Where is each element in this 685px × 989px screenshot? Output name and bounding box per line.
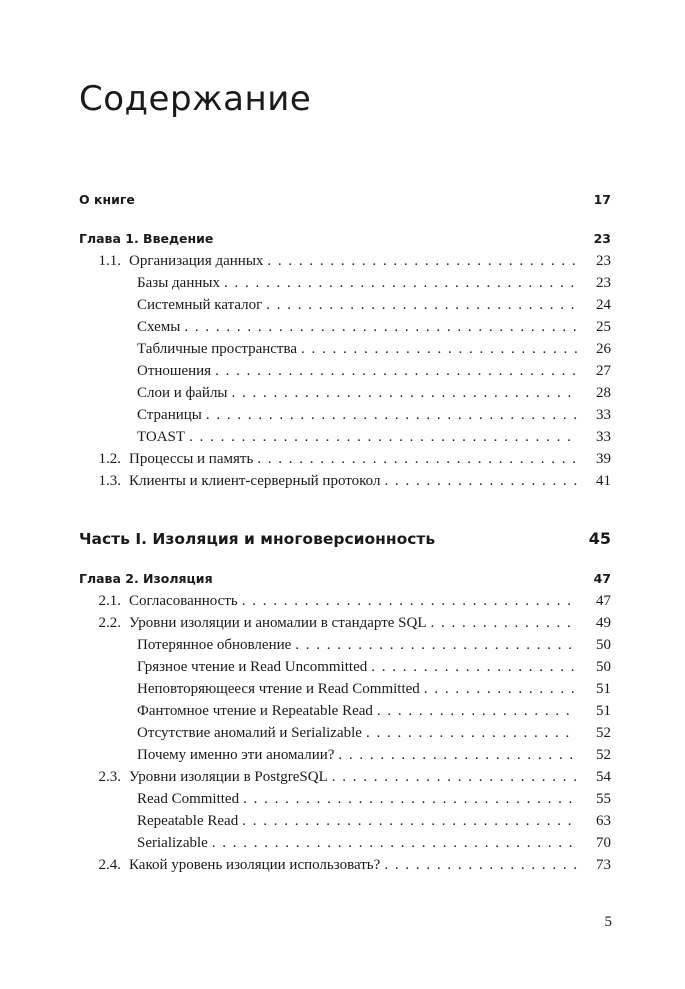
- toc-entry[interactable]: [79, 382, 611, 404]
- page-title: Содержание: [79, 79, 312, 119]
- toc-entry-label: Неповторяющееся чтение и Read Committed: [137, 681, 420, 697]
- toc-entry-page: 17: [593, 192, 611, 207]
- dot-leader: [266, 294, 577, 316]
- toc-entry-page: 50: [596, 659, 611, 675]
- toc-entry-number: 1.3.: [98, 473, 121, 489]
- toc-entry[interactable]: [79, 404, 611, 426]
- toc-entry-number: 2.3.: [98, 769, 121, 785]
- toc-entry-page: 47: [596, 593, 611, 609]
- toc-entry-label: TOAST: [137, 429, 186, 445]
- toc-chapter-2[interactable]: [79, 568, 611, 590]
- toc-entry[interactable]: [79, 426, 611, 448]
- toc-entry-label: Организация данных: [129, 253, 264, 269]
- dot-leader: [295, 634, 577, 656]
- toc-entry-number: 2.1.: [98, 593, 121, 609]
- toc-entry-label: О книге: [79, 192, 135, 207]
- toc-entry-label: Уровни изоляции и аномалии в стандарте SQL: [129, 615, 427, 631]
- toc-entry[interactable]: [79, 832, 611, 854]
- toc-part-label: Часть I. Изоляция и многоверсионность: [79, 530, 436, 548]
- toc-entry-number: 1.1.: [98, 253, 121, 269]
- toc-entry[interactable]: [79, 360, 611, 382]
- toc-entry[interactable]: [79, 656, 611, 678]
- toc-entry-page: 23: [596, 253, 611, 269]
- toc-entry-label: Почему именно эти аномалии?: [137, 747, 335, 763]
- toc-entry-page: 41: [596, 473, 611, 489]
- toc-entry-page: 24: [596, 297, 611, 313]
- dot-leader: [243, 788, 577, 810]
- toc-entry-label: Согласованность: [129, 593, 238, 609]
- dot-leader: [242, 590, 577, 612]
- toc-entry-label: Табличные пространства: [137, 341, 298, 357]
- toc-entry-page: 51: [596, 703, 611, 719]
- toc-entry-page: 70: [596, 835, 611, 851]
- toc-entry[interactable]: [79, 700, 611, 722]
- toc-entry[interactable]: [79, 250, 611, 272]
- toc-entry[interactable]: [79, 272, 611, 294]
- dot-leader: [224, 272, 577, 294]
- toc-entry-page: 33: [596, 407, 611, 423]
- toc-entry[interactable]: [79, 294, 611, 316]
- toc-entry-label: Serializable: [137, 835, 208, 851]
- toc-entry-label: Грязное чтение и Read Uncommitted: [137, 659, 368, 675]
- toc-entry-label: Глава 2. Изоляция: [79, 571, 213, 586]
- toc-entry-label: Клиенты и клиент-серверный протокол: [129, 473, 381, 489]
- toc-entry[interactable]: [79, 744, 611, 766]
- toc-entry-label: Отношения: [137, 363, 212, 379]
- toc-entry-page: 63: [596, 813, 611, 829]
- toc-entry[interactable]: [79, 470, 611, 492]
- toc-chapter-1[interactable]: [79, 228, 611, 250]
- toc-entry-page: 52: [596, 747, 611, 763]
- toc-entry-page: 47: [593, 571, 611, 586]
- toc-entry[interactable]: [79, 854, 611, 876]
- toc-entry-label: Отсутствие аномалий и Serializable: [137, 725, 362, 741]
- toc-entry-page: 33: [596, 429, 611, 445]
- toc-entry-page: 23: [593, 231, 611, 246]
- toc-entry-label: Потерянное обновление: [137, 637, 292, 653]
- toc-entry-number: 2.2.: [98, 615, 121, 631]
- dot-leader: [184, 316, 577, 338]
- toc-entry-page: 45: [588, 529, 611, 548]
- toc-entry-page: 25: [596, 319, 611, 335]
- dot-leader: [267, 250, 577, 272]
- dot-leader: [242, 810, 577, 832]
- dot-leader: [232, 382, 577, 404]
- toc-entry-page: 55: [596, 791, 611, 807]
- toc-entry-page: 50: [596, 637, 611, 653]
- dot-leader: [212, 832, 577, 854]
- dot-leader: [384, 854, 577, 876]
- toc-entry-page: 26: [596, 341, 611, 357]
- toc-entry-page: 39: [596, 451, 611, 467]
- toc-entry-page: 51: [596, 681, 611, 697]
- toc-entry-page: 27: [596, 363, 611, 379]
- dot-leader: [384, 470, 577, 492]
- dot-leader: [424, 678, 577, 700]
- toc-entry-number: 2.4.: [98, 857, 121, 873]
- toc-entry[interactable]: [79, 766, 611, 788]
- toc-entry[interactable]: [79, 678, 611, 700]
- toc-entry-about[interactable]: [79, 189, 611, 211]
- toc-entry-label: Страницы: [137, 407, 202, 423]
- toc-entry-label: Процессы и память: [129, 451, 254, 467]
- toc-entry-label: Слои и файлы: [137, 385, 228, 401]
- toc-part-1[interactable]: [79, 528, 611, 550]
- toc-entry-page: 28: [596, 385, 611, 401]
- toc-entry[interactable]: [79, 788, 611, 810]
- toc-entry[interactable]: [79, 590, 611, 612]
- toc-entry[interactable]: [79, 810, 611, 832]
- toc-entry[interactable]: [79, 316, 611, 338]
- toc-entry-label: Repeatable Read: [137, 813, 239, 829]
- dot-leader: [189, 426, 577, 448]
- toc-entry[interactable]: [79, 448, 611, 470]
- toc-entry-label: Read Committed: [137, 791, 240, 807]
- toc-entry-number: 1.2.: [98, 451, 121, 467]
- page-number: 5: [604, 914, 612, 930]
- dot-leader: [257, 448, 577, 470]
- toc-entry[interactable]: [79, 634, 611, 656]
- dot-leader: [431, 612, 577, 634]
- dot-leader: [332, 766, 577, 788]
- toc-entry-page: 49: [596, 615, 611, 631]
- toc-entry[interactable]: [79, 612, 611, 634]
- dot-leader: [206, 404, 577, 426]
- toc-entry-page: 73: [596, 857, 611, 873]
- toc-entry[interactable]: [79, 722, 611, 744]
- toc-entry-label: Какой уровень изоляции использовать?: [129, 857, 381, 873]
- dot-leader: [301, 338, 577, 360]
- toc-entry-label: Базы данных: [137, 275, 220, 291]
- toc-entry-label: Системный каталог: [137, 297, 263, 313]
- toc-entry-label: Схемы: [137, 319, 181, 335]
- toc-entry-page: 54: [596, 769, 611, 785]
- dot-leader: [371, 656, 577, 678]
- dot-leader: [377, 700, 577, 722]
- toc-entry-page: 23: [596, 275, 611, 291]
- toc-entry-page: 52: [596, 725, 611, 741]
- toc-entry[interactable]: [79, 338, 611, 360]
- dot-leader: [215, 360, 577, 382]
- dot-leader: [338, 744, 577, 766]
- toc-entry-label: Фантомное чтение и Repeatable Read: [137, 703, 373, 719]
- toc-entry-label: Глава 1. Введение: [79, 231, 214, 246]
- toc-entry-label: Уровни изоляции в PostgreSQL: [129, 769, 328, 785]
- dot-leader: [366, 722, 577, 744]
